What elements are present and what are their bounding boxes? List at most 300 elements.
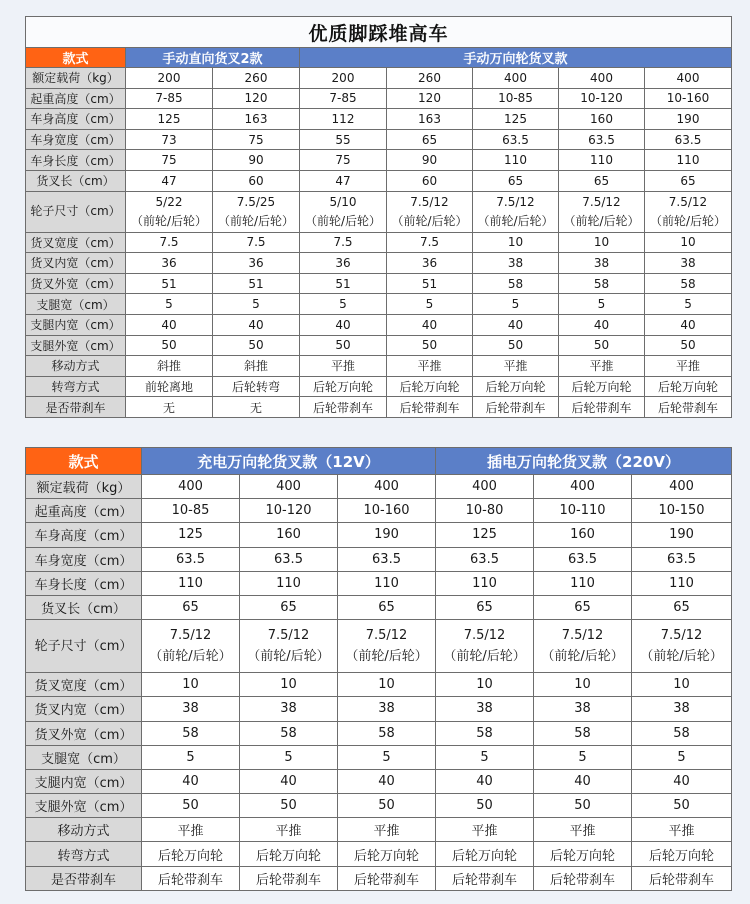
cell-value: 5/22 bbox=[155, 194, 183, 209]
table-cell: 40 bbox=[300, 314, 387, 335]
table-row bbox=[26, 129, 732, 150]
table-cell: 58 bbox=[534, 721, 632, 745]
cell-value: 7.5/12 bbox=[496, 194, 535, 209]
group-header-row bbox=[26, 448, 732, 475]
table-cell: 400 bbox=[436, 475, 534, 499]
cell-subnote: （前轮/后轮） bbox=[640, 649, 723, 665]
table-cell: 后轮万向轮 bbox=[473, 376, 559, 397]
table-cell: 63.5 bbox=[632, 547, 732, 571]
table-cell: 65 bbox=[534, 595, 632, 619]
table-cell: 65 bbox=[473, 170, 559, 191]
table-cell: 58 bbox=[142, 721, 240, 745]
table-cell: 120 bbox=[387, 88, 473, 109]
table-cell: 51 bbox=[126, 273, 213, 294]
table-row bbox=[26, 150, 732, 171]
table-cell: 63.5 bbox=[338, 547, 436, 571]
table-cell: 65 bbox=[338, 595, 436, 619]
table-row bbox=[26, 697, 732, 721]
row-label: 车身长度（cm） bbox=[26, 150, 126, 171]
table-cell: 无 bbox=[213, 397, 300, 418]
table-cell: 后轮带刹车 bbox=[632, 866, 732, 890]
table-cell: 200 bbox=[300, 68, 387, 89]
table-cell: 110 bbox=[142, 571, 240, 595]
table-cell: 10-120 bbox=[240, 499, 338, 523]
table-row bbox=[26, 273, 732, 294]
table-cell: 后轮带刹车 bbox=[534, 866, 632, 890]
group-header: 手动直向货叉2款 bbox=[126, 48, 300, 68]
table-cell: 40 bbox=[632, 769, 732, 793]
table-cell: 50 bbox=[387, 335, 473, 356]
table-cell: 5 bbox=[632, 745, 732, 769]
table-cell: 400 bbox=[645, 68, 732, 89]
table-cell: 55 bbox=[300, 129, 387, 150]
model-header-label: 款式 bbox=[26, 48, 126, 68]
cell-value: 7.5/12 bbox=[463, 628, 506, 644]
table-cell: 65 bbox=[632, 595, 732, 619]
cell-subnote: （前轮/后轮） bbox=[563, 213, 640, 228]
table-cell bbox=[126, 191, 213, 232]
table-cell: 50 bbox=[645, 335, 732, 356]
cell-value: 7.5/12 bbox=[582, 194, 621, 209]
table-cell: 5 bbox=[534, 745, 632, 769]
table-cell: 160 bbox=[534, 523, 632, 547]
table-cell: 后轮万向轮 bbox=[387, 376, 473, 397]
table-cell: 7-85 bbox=[300, 88, 387, 109]
table-cell: 平推 bbox=[436, 818, 534, 842]
row-label: 支腿宽（cm） bbox=[26, 294, 126, 315]
table-cell: 63.5 bbox=[645, 129, 732, 150]
table-cell: 400 bbox=[142, 475, 240, 499]
table-cell: 400 bbox=[559, 68, 645, 89]
group-header: 插电万向轮货叉款（220V） bbox=[436, 448, 732, 475]
table-cell bbox=[300, 191, 387, 232]
table-cell: 40 bbox=[534, 769, 632, 793]
table-row bbox=[26, 769, 732, 793]
cell-subnote: （前轮/后轮） bbox=[149, 649, 232, 665]
table-cell: 125 bbox=[473, 109, 559, 130]
row-label: 车身宽度（cm） bbox=[26, 129, 126, 150]
table-cell: 110 bbox=[534, 571, 632, 595]
table-cell: 10 bbox=[632, 673, 732, 697]
table-cell: 65 bbox=[559, 170, 645, 191]
table-cell: 65 bbox=[436, 595, 534, 619]
table-cell: 50 bbox=[559, 335, 645, 356]
page-title: 优质脚踩堆高车 bbox=[26, 17, 732, 48]
table-cell: 200 bbox=[126, 68, 213, 89]
table-cell: 5 bbox=[338, 745, 436, 769]
table-cell: 前轮离地 bbox=[126, 376, 213, 397]
table-cell: 5 bbox=[213, 294, 300, 315]
row-label: 货叉长（cm） bbox=[26, 595, 142, 619]
table-row bbox=[26, 109, 732, 130]
table-cell: 10-80 bbox=[436, 499, 534, 523]
table-cell: 10-120 bbox=[559, 88, 645, 109]
table-row bbox=[26, 523, 732, 547]
group-header: 充电万向轮货叉款（12V） bbox=[142, 448, 436, 475]
table-cell: 110 bbox=[632, 571, 732, 595]
table-cell: 后轮万向轮 bbox=[142, 842, 240, 866]
table-row bbox=[26, 376, 732, 397]
table-cell: 63.5 bbox=[142, 547, 240, 571]
table-cell: 10 bbox=[473, 232, 559, 253]
table-row bbox=[26, 68, 732, 89]
table-cell: 125 bbox=[142, 523, 240, 547]
table-cell: 75 bbox=[213, 129, 300, 150]
table-cell: 10-85 bbox=[473, 88, 559, 109]
cell-subnote: （前轮/后轮） bbox=[247, 649, 330, 665]
table-cell: 38 bbox=[645, 253, 732, 274]
table-cell: 90 bbox=[387, 150, 473, 171]
table-row bbox=[26, 232, 732, 253]
table-cell: 110 bbox=[559, 150, 645, 171]
table-cell: 400 bbox=[632, 475, 732, 499]
table-row bbox=[26, 475, 732, 499]
table-cell bbox=[338, 620, 436, 673]
table-cell: 38 bbox=[473, 253, 559, 274]
table-cell: 51 bbox=[300, 273, 387, 294]
row-label: 起重高度（cm） bbox=[26, 88, 126, 109]
table-cell: 120 bbox=[213, 88, 300, 109]
table-cell: 50 bbox=[632, 794, 732, 818]
row-label: 支腿外宽（cm） bbox=[26, 335, 126, 356]
cell-value: 7.5/12 bbox=[561, 628, 604, 644]
table-cell: 260 bbox=[213, 68, 300, 89]
table-cell: 400 bbox=[240, 475, 338, 499]
row-label: 额定载荷（kg） bbox=[26, 475, 142, 499]
table-cell: 112 bbox=[300, 109, 387, 130]
table-cell: 110 bbox=[240, 571, 338, 595]
table-row bbox=[26, 745, 732, 769]
table-cell: 10 bbox=[559, 232, 645, 253]
row-label: 移动方式 bbox=[26, 356, 126, 377]
table-cell: 10-160 bbox=[645, 88, 732, 109]
cell-subnote: （前轮/后轮） bbox=[649, 213, 727, 228]
table-cell: 40 bbox=[240, 769, 338, 793]
table-cell bbox=[142, 620, 240, 673]
table-cell: 10-85 bbox=[142, 499, 240, 523]
table-cell: 60 bbox=[387, 170, 473, 191]
table-cell: 36 bbox=[387, 253, 473, 274]
table-cell: 58 bbox=[436, 721, 534, 745]
table-cell: 63.5 bbox=[473, 129, 559, 150]
table-cell: 50 bbox=[338, 794, 436, 818]
table-cell: 51 bbox=[213, 273, 300, 294]
table-cell: 160 bbox=[559, 109, 645, 130]
table-cell: 5 bbox=[436, 745, 534, 769]
table-row bbox=[26, 571, 732, 595]
row-label: 轮子尺寸（cm） bbox=[26, 191, 126, 232]
row-label: 支腿内宽（cm） bbox=[26, 314, 126, 335]
table-row bbox=[26, 866, 732, 890]
table-row bbox=[26, 499, 732, 523]
table-cell: 7.5 bbox=[387, 232, 473, 253]
table-cell: 10-150 bbox=[632, 499, 732, 523]
table-cell: 90 bbox=[213, 150, 300, 171]
cell-subnote: （前轮/后轮） bbox=[443, 649, 526, 665]
cell-value: 7.5/12 bbox=[660, 628, 703, 644]
table-cell: 平推 bbox=[632, 818, 732, 842]
table-cell: 36 bbox=[126, 253, 213, 274]
table-row bbox=[26, 191, 732, 232]
row-label: 转弯方式 bbox=[26, 842, 142, 866]
table-cell: 50 bbox=[300, 335, 387, 356]
table-cell: 40 bbox=[559, 314, 645, 335]
table-cell: 后轮带刹车 bbox=[436, 866, 534, 890]
table-row bbox=[26, 88, 732, 109]
table-row bbox=[26, 170, 732, 191]
table-cell: 后轮带刹车 bbox=[300, 397, 387, 418]
table-cell: 10 bbox=[534, 673, 632, 697]
table-cell: 38 bbox=[559, 253, 645, 274]
table-cell: 65 bbox=[645, 170, 732, 191]
table-row bbox=[26, 721, 732, 745]
row-label: 支腿外宽（cm） bbox=[26, 794, 142, 818]
table-cell: 5 bbox=[387, 294, 473, 315]
table-row bbox=[26, 356, 732, 377]
table-cell: 斜推 bbox=[126, 356, 213, 377]
table-cell: 36 bbox=[300, 253, 387, 274]
table-row bbox=[26, 842, 732, 866]
table-cell: 110 bbox=[473, 150, 559, 171]
table-cell: 后轮万向轮 bbox=[559, 376, 645, 397]
table-cell: 110 bbox=[645, 150, 732, 171]
table-cell: 58 bbox=[632, 721, 732, 745]
table-cell: 47 bbox=[126, 170, 213, 191]
table-cell: 38 bbox=[142, 697, 240, 721]
table-cell: 51 bbox=[387, 273, 473, 294]
table-cell: 58 bbox=[473, 273, 559, 294]
table-row bbox=[26, 314, 732, 335]
cell-subnote: （前轮/后轮） bbox=[391, 213, 468, 228]
table-cell: 58 bbox=[559, 273, 645, 294]
table-cell: 10-160 bbox=[338, 499, 436, 523]
table-cell: 160 bbox=[240, 523, 338, 547]
table-row bbox=[26, 335, 732, 356]
table-cell: 36 bbox=[213, 253, 300, 274]
table-cell: 后轮带刹车 bbox=[559, 397, 645, 418]
table-cell: 无 bbox=[126, 397, 213, 418]
table-cell: 50 bbox=[142, 794, 240, 818]
table-cell: 50 bbox=[436, 794, 534, 818]
table-cell: 63.5 bbox=[559, 129, 645, 150]
table-row bbox=[26, 294, 732, 315]
table-cell: 50 bbox=[534, 794, 632, 818]
spec-table-electric bbox=[25, 447, 732, 891]
table-cell bbox=[534, 620, 632, 673]
table-cell: 后轮带刹车 bbox=[142, 866, 240, 890]
table-cell: 63.5 bbox=[534, 547, 632, 571]
table-cell: 63.5 bbox=[436, 547, 534, 571]
table-cell: 后轮万向轮 bbox=[632, 842, 732, 866]
table-cell: 7.5 bbox=[213, 232, 300, 253]
table-cell: 163 bbox=[213, 109, 300, 130]
table-cell: 5 bbox=[142, 745, 240, 769]
table-cell bbox=[559, 191, 645, 232]
cell-value: 7.5/12 bbox=[365, 628, 408, 644]
table-cell: 58 bbox=[338, 721, 436, 745]
table-cell: 后轮万向轮 bbox=[436, 842, 534, 866]
table-cell: 50 bbox=[126, 335, 213, 356]
cell-subnote: （前轮/后轮） bbox=[130, 213, 208, 228]
table-cell: 38 bbox=[534, 697, 632, 721]
table-cell: 190 bbox=[645, 109, 732, 130]
table-cell: 260 bbox=[387, 68, 473, 89]
cell-value: 7.5/12 bbox=[169, 628, 212, 644]
table-cell: 5 bbox=[473, 294, 559, 315]
table-cell: 40 bbox=[645, 314, 732, 335]
table-cell: 5 bbox=[126, 294, 213, 315]
table-cell: 110 bbox=[436, 571, 534, 595]
model-header-label: 款式 bbox=[26, 448, 142, 475]
table-cell: 163 bbox=[387, 109, 473, 130]
row-label: 车身长度（cm） bbox=[26, 571, 142, 595]
spec-table-manual bbox=[25, 16, 732, 418]
table-cell bbox=[213, 191, 300, 232]
table-cell: 后轮带刹车 bbox=[387, 397, 473, 418]
cell-value: 7.5/25 bbox=[236, 194, 276, 209]
table-cell: 40 bbox=[387, 314, 473, 335]
table-cell: 5 bbox=[240, 745, 338, 769]
row-label: 是否带刹车 bbox=[26, 397, 126, 418]
table-cell bbox=[387, 191, 473, 232]
group-header: 手动万向轮货叉款 bbox=[300, 48, 732, 68]
title-row bbox=[26, 17, 732, 48]
row-label: 货叉外宽（cm） bbox=[26, 273, 126, 294]
table-cell: 60 bbox=[213, 170, 300, 191]
table-cell: 125 bbox=[126, 109, 213, 130]
table-row bbox=[26, 547, 732, 571]
cell-value: 5/10 bbox=[329, 194, 357, 209]
row-label: 货叉外宽（cm） bbox=[26, 721, 142, 745]
row-label: 轮子尺寸（cm） bbox=[26, 620, 142, 673]
table-cell: 10 bbox=[240, 673, 338, 697]
table-cell bbox=[632, 620, 732, 673]
table-cell: 后轮万向轮 bbox=[534, 842, 632, 866]
table-cell: 125 bbox=[436, 523, 534, 547]
table-cell: 38 bbox=[632, 697, 732, 721]
table-cell: 65 bbox=[142, 595, 240, 619]
table-cell: 40 bbox=[142, 769, 240, 793]
table-cell: 10 bbox=[645, 232, 732, 253]
table-cell: 后轮万向轮 bbox=[300, 376, 387, 397]
row-label: 支腿内宽（cm） bbox=[26, 769, 142, 793]
table-cell: 后轮带刹车 bbox=[240, 866, 338, 890]
table-cell: 后轮带刹车 bbox=[645, 397, 732, 418]
table-cell bbox=[436, 620, 534, 673]
group-header-row bbox=[26, 48, 732, 68]
table-cell: 10 bbox=[142, 673, 240, 697]
table-cell bbox=[240, 620, 338, 673]
table-cell: 58 bbox=[240, 721, 338, 745]
cell-value: 7.5/12 bbox=[267, 628, 310, 644]
table-row bbox=[26, 397, 732, 418]
row-label: 支腿宽（cm） bbox=[26, 745, 142, 769]
table-cell: 400 bbox=[473, 68, 559, 89]
table-cell: 50 bbox=[213, 335, 300, 356]
cell-subnote: （前轮/后轮） bbox=[477, 213, 554, 228]
table-cell: 后轮万向轮 bbox=[645, 376, 732, 397]
table-cell: 平推 bbox=[240, 818, 338, 842]
table-cell: 10-110 bbox=[534, 499, 632, 523]
table-row bbox=[26, 818, 732, 842]
table-cell: 5 bbox=[645, 294, 732, 315]
cell-subnote: （前轮/后轮） bbox=[345, 649, 428, 665]
row-label: 额定载荷（kg） bbox=[26, 68, 126, 89]
table-cell: 平推 bbox=[473, 356, 559, 377]
table-cell: 平推 bbox=[387, 356, 473, 377]
table-cell: 后轮带刹车 bbox=[473, 397, 559, 418]
table-cell: 7.5 bbox=[300, 232, 387, 253]
table-cell: 38 bbox=[240, 697, 338, 721]
table-cell: 65 bbox=[387, 129, 473, 150]
table-cell: 40 bbox=[436, 769, 534, 793]
table-cell: 40 bbox=[213, 314, 300, 335]
table-cell: 后轮带刹车 bbox=[338, 866, 436, 890]
table-cell bbox=[645, 191, 732, 232]
table-row bbox=[26, 794, 732, 818]
table-cell: 斜推 bbox=[213, 356, 300, 377]
table-cell: 400 bbox=[534, 475, 632, 499]
table-row bbox=[26, 253, 732, 274]
table-cell: 后轮万向轮 bbox=[338, 842, 436, 866]
table-cell: 10 bbox=[436, 673, 534, 697]
table-cell: 40 bbox=[473, 314, 559, 335]
row-label: 货叉内宽（cm） bbox=[26, 253, 126, 274]
table-cell: 平推 bbox=[338, 818, 436, 842]
table-cell: 190 bbox=[632, 523, 732, 547]
cell-value: 7.5/12 bbox=[410, 194, 449, 209]
row-label: 转弯方式 bbox=[26, 376, 126, 397]
table-cell: 75 bbox=[126, 150, 213, 171]
table-cell: 190 bbox=[338, 523, 436, 547]
cell-subnote: （前轮/后轮） bbox=[541, 649, 624, 665]
row-label: 移动方式 bbox=[26, 818, 142, 842]
table-cell: 平推 bbox=[559, 356, 645, 377]
cell-value: 7.5/12 bbox=[668, 194, 708, 209]
row-label: 车身高度（cm） bbox=[26, 109, 126, 130]
table-cell: 63.5 bbox=[240, 547, 338, 571]
cell-subnote: （前轮/后轮） bbox=[304, 213, 382, 228]
row-label: 货叉内宽（cm） bbox=[26, 697, 142, 721]
row-label: 货叉宽度（cm） bbox=[26, 673, 142, 697]
table-cell: 47 bbox=[300, 170, 387, 191]
table-cell: 后轮转弯 bbox=[213, 376, 300, 397]
table-cell: 后轮万向轮 bbox=[240, 842, 338, 866]
table-cell: 65 bbox=[240, 595, 338, 619]
table-cell: 5 bbox=[559, 294, 645, 315]
table-cell: 平推 bbox=[300, 356, 387, 377]
table-cell: 平推 bbox=[645, 356, 732, 377]
table-row bbox=[26, 595, 732, 619]
row-label: 货叉宽度（cm） bbox=[26, 232, 126, 253]
table-cell: 10 bbox=[338, 673, 436, 697]
table-cell: 73 bbox=[126, 129, 213, 150]
row-label: 是否带刹车 bbox=[26, 866, 142, 890]
table-cell: 40 bbox=[126, 314, 213, 335]
table-cell bbox=[473, 191, 559, 232]
table-cell: 38 bbox=[338, 697, 436, 721]
table-row bbox=[26, 673, 732, 697]
row-label: 车身宽度（cm） bbox=[26, 547, 142, 571]
table-cell: 50 bbox=[473, 335, 559, 356]
row-label: 货叉长（cm） bbox=[26, 170, 126, 191]
table-cell: 58 bbox=[645, 273, 732, 294]
table-cell: 7.5 bbox=[126, 232, 213, 253]
cell-subnote: （前轮/后轮） bbox=[217, 213, 295, 228]
table-cell: 400 bbox=[338, 475, 436, 499]
table-cell: 平推 bbox=[534, 818, 632, 842]
table-cell: 40 bbox=[338, 769, 436, 793]
